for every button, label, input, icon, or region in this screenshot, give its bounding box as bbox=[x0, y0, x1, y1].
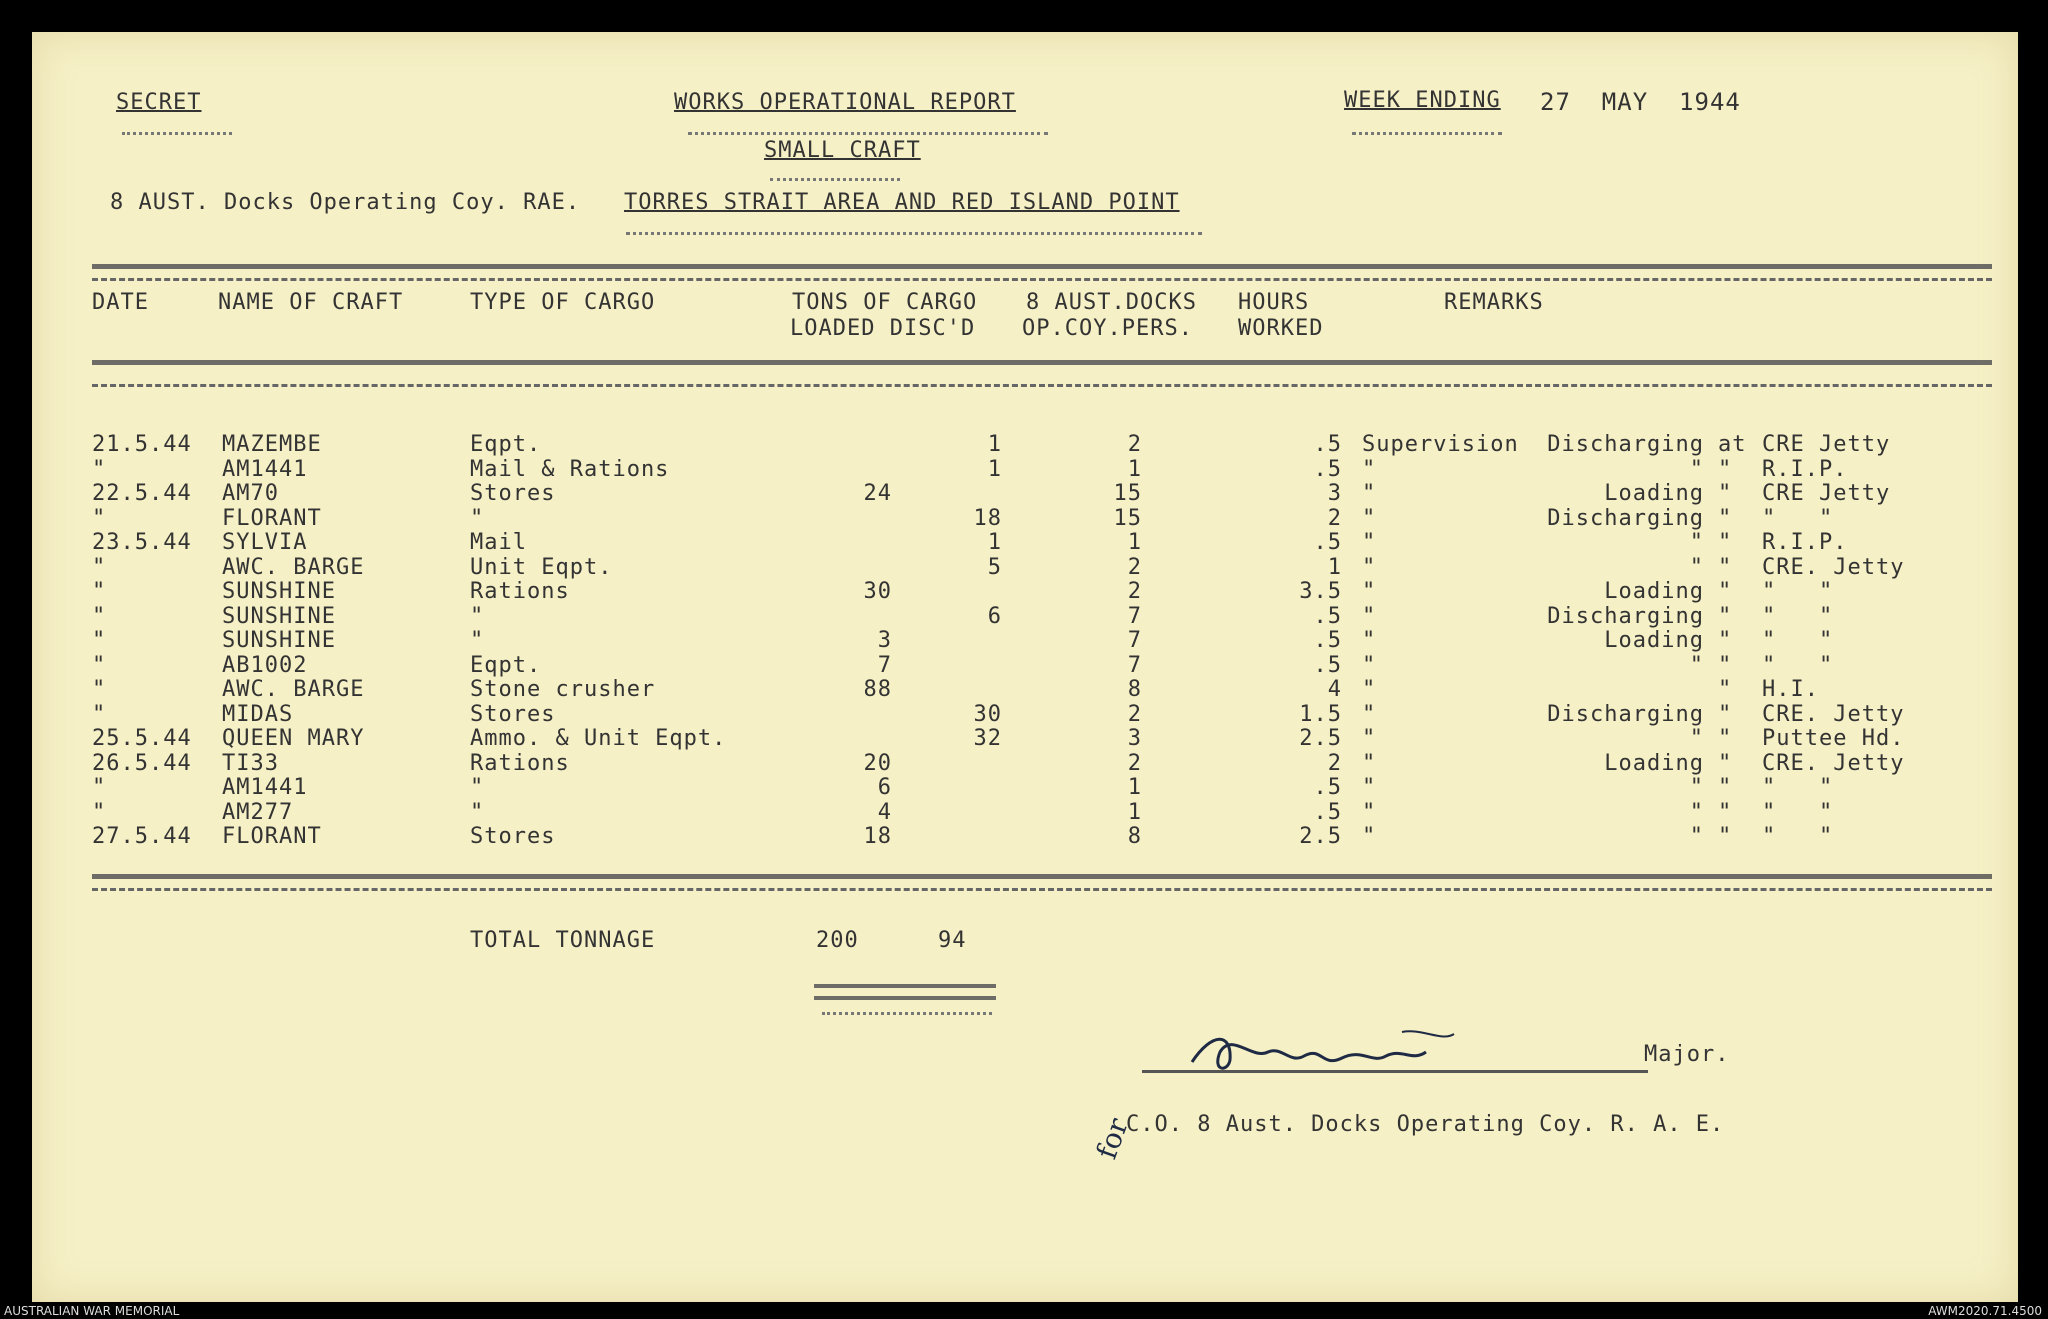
signature-line bbox=[1142, 1070, 1648, 1073]
col-header-hours-2: WORKED bbox=[1238, 316, 1324, 341]
cell-r2: Loading bbox=[1604, 750, 1704, 776]
footer-right: AWM2020.71.4500 bbox=[1928, 1304, 2042, 1318]
cell-pers: 2 bbox=[1127, 432, 1142, 457]
cell-date: 22.5.44 bbox=[92, 481, 192, 506]
cell-pers: 7 bbox=[1127, 652, 1142, 678]
cell-cargo: " bbox=[470, 628, 485, 653]
cell-r3: " bbox=[1718, 603, 1733, 629]
cell-cargo: Unit Eqpt. bbox=[470, 554, 613, 580]
cell-craft: FLORANT bbox=[222, 505, 322, 531]
cell-r1: " bbox=[1362, 726, 1377, 751]
cell-r2: " bbox=[1689, 530, 1704, 555]
report-subtitle: SMALL CRAFT bbox=[764, 138, 921, 163]
col-header-pers-1: 8 AUST.DOCKS bbox=[1026, 290, 1197, 315]
cell-pers: 15 bbox=[1113, 481, 1142, 506]
header-bottom-rule-dashed bbox=[92, 384, 1992, 387]
total-double-rule-2 bbox=[814, 996, 996, 1000]
cell-date: " bbox=[92, 456, 107, 482]
cell-r4: CRE. Jetty bbox=[1762, 554, 1905, 580]
cell-disc: 1 bbox=[987, 530, 1002, 555]
cell-r2: Discharging bbox=[1547, 603, 1704, 629]
cell-r1: " bbox=[1362, 554, 1377, 580]
cell-loaded: 24 bbox=[863, 481, 892, 506]
cell-hours: 2 bbox=[1327, 750, 1342, 776]
cell-date: " bbox=[92, 603, 107, 629]
cell-craft: SUNSHINE bbox=[222, 628, 336, 653]
cell-disc: 5 bbox=[987, 554, 1002, 580]
cell-r2: Discharging bbox=[1547, 701, 1704, 727]
cell-craft: FLORANT bbox=[222, 824, 322, 849]
cell-hours: 1.5 bbox=[1299, 701, 1342, 727]
col-header-hours-1: HOURS bbox=[1238, 290, 1310, 315]
cell-hours: 2.5 bbox=[1299, 824, 1342, 849]
cell-r3: " bbox=[1718, 530, 1733, 555]
cell-loaded: 4 bbox=[877, 799, 892, 825]
cell-hours: 3.5 bbox=[1299, 579, 1342, 604]
cell-pers: 8 bbox=[1127, 824, 1142, 849]
cell-r4: " " bbox=[1762, 579, 1834, 604]
cell-hours: .5 bbox=[1313, 432, 1342, 457]
cell-r2: Discharging bbox=[1547, 505, 1704, 531]
col-header-cargo: TYPE OF CARGO bbox=[470, 290, 656, 315]
cell-r3: " bbox=[1718, 677, 1733, 702]
cell-date: " bbox=[92, 701, 107, 727]
cell-hours: 1 bbox=[1327, 554, 1342, 580]
cell-r2: " bbox=[1689, 554, 1704, 580]
cell-r4: " " bbox=[1762, 775, 1834, 800]
cell-r2: Loading bbox=[1604, 628, 1704, 653]
cell-hours: .5 bbox=[1313, 603, 1342, 629]
cell-r1: " bbox=[1362, 775, 1377, 800]
cell-cargo: Mail & Rations bbox=[470, 456, 670, 482]
cell-r3: " bbox=[1718, 775, 1733, 800]
signature-image bbox=[1172, 1012, 1532, 1092]
cell-pers: 7 bbox=[1127, 603, 1142, 629]
cell-date: 26.5.44 bbox=[92, 750, 192, 776]
cell-r3: " bbox=[1718, 652, 1733, 678]
cell-loaded: 88 bbox=[863, 677, 892, 702]
cell-hours: 4 bbox=[1327, 677, 1342, 702]
cell-r1: " bbox=[1362, 799, 1377, 825]
cell-date: " bbox=[92, 652, 107, 678]
cell-r3: " bbox=[1718, 824, 1733, 849]
table-top-rule-dashed bbox=[92, 278, 1992, 281]
cell-r1: Supervision bbox=[1362, 432, 1519, 457]
cell-date: 23.5.44 bbox=[92, 530, 192, 555]
cell-r1: " bbox=[1362, 579, 1377, 604]
cell-date: " bbox=[92, 677, 107, 702]
cell-disc: 30 bbox=[973, 701, 1002, 727]
cell-cargo: " bbox=[470, 603, 485, 629]
cell-r2: " bbox=[1689, 775, 1704, 800]
cell-r3: " bbox=[1718, 481, 1733, 506]
cell-r4: " " bbox=[1762, 603, 1834, 629]
cell-r3: " bbox=[1718, 726, 1733, 751]
cell-disc: 32 bbox=[973, 726, 1002, 751]
cell-r1: " bbox=[1362, 628, 1377, 653]
dotted-underline bbox=[770, 178, 900, 181]
cell-r4: " " bbox=[1762, 652, 1834, 678]
unit-name: 8 AUST. Docks Operating Coy. RAE. bbox=[110, 190, 581, 215]
col-header-craft: NAME OF CRAFT bbox=[218, 290, 404, 315]
cell-craft: AWC. BARGE bbox=[222, 677, 365, 702]
cell-date: " bbox=[92, 554, 107, 580]
cell-pers: 1 bbox=[1127, 775, 1142, 800]
cell-r2: Loading bbox=[1604, 481, 1704, 506]
cell-r3: " bbox=[1718, 628, 1733, 653]
document-page bbox=[32, 32, 2018, 1302]
cell-r2: Discharging bbox=[1547, 432, 1704, 457]
cell-r3: " bbox=[1718, 701, 1733, 727]
cell-r4: " " bbox=[1762, 799, 1834, 825]
cell-date: " bbox=[92, 799, 107, 825]
cell-cargo: Rations bbox=[470, 750, 570, 776]
cell-date: 27.5.44 bbox=[92, 824, 192, 849]
cell-cargo: " bbox=[470, 799, 485, 825]
footer-left: AUSTRALIAN WAR MEMORIAL bbox=[4, 1304, 180, 1318]
week-ending-value: 27 MAY 1944 bbox=[1540, 88, 1741, 116]
table-top-rule bbox=[92, 264, 1992, 269]
cell-loaded: 18 bbox=[863, 824, 892, 849]
cell-r3: at bbox=[1718, 432, 1747, 457]
cell-cargo: Eqpt. bbox=[470, 652, 542, 678]
cell-pers: 1 bbox=[1127, 456, 1142, 482]
cell-loaded: 7 bbox=[877, 652, 892, 678]
cell-r4: CRE. Jetty bbox=[1762, 750, 1905, 776]
cell-disc: 1 bbox=[987, 456, 1002, 482]
cell-r1: " bbox=[1362, 701, 1377, 727]
cell-r1: " bbox=[1362, 824, 1377, 849]
cell-r1: " bbox=[1362, 652, 1377, 678]
dotted-underline bbox=[626, 232, 1202, 235]
cell-r1: " bbox=[1362, 677, 1377, 702]
cell-disc: 1 bbox=[987, 432, 1002, 457]
cell-date: 25.5.44 bbox=[92, 726, 192, 751]
cell-r1: " bbox=[1362, 750, 1377, 776]
cell-date: " bbox=[92, 579, 107, 604]
report-title: WORKS OPERATIONAL REPORT bbox=[674, 90, 1016, 115]
cell-date: " bbox=[92, 505, 107, 531]
cell-loaded: 3 bbox=[877, 628, 892, 653]
cell-pers: 8 bbox=[1127, 677, 1142, 702]
cell-r1: " bbox=[1362, 603, 1377, 629]
cell-loaded: 6 bbox=[877, 775, 892, 800]
col-header-remarks: REMARKS bbox=[1444, 290, 1544, 315]
cell-pers: 2 bbox=[1127, 579, 1142, 604]
cell-r3: " bbox=[1718, 505, 1733, 531]
cell-pers: 15 bbox=[1113, 505, 1142, 531]
cell-hours: 2 bbox=[1327, 505, 1342, 531]
cell-hours: .5 bbox=[1313, 628, 1342, 653]
cell-r2: Loading bbox=[1604, 579, 1704, 604]
col-header-date: DATE bbox=[92, 290, 149, 315]
cell-craft: SUNSHINE bbox=[222, 603, 336, 629]
cell-r4: H.I. bbox=[1762, 677, 1819, 702]
for-mark: for bbox=[1089, 1113, 1135, 1164]
cell-r4: CRE Jetty bbox=[1762, 481, 1891, 506]
cell-craft: AM1441 bbox=[222, 456, 308, 482]
cell-pers: 1 bbox=[1127, 530, 1142, 555]
cell-cargo: " bbox=[470, 505, 485, 531]
cell-hours: .5 bbox=[1313, 775, 1342, 800]
cell-r1: " bbox=[1362, 530, 1377, 555]
cell-craft: MIDAS bbox=[222, 701, 294, 727]
cell-craft: AWC. BARGE bbox=[222, 554, 365, 580]
cell-craft: TI33 bbox=[222, 750, 279, 776]
cell-craft: SYLVIA bbox=[222, 530, 308, 555]
cell-hours: .5 bbox=[1313, 456, 1342, 482]
cell-craft: AM277 bbox=[222, 799, 294, 825]
cell-r3: " bbox=[1718, 456, 1733, 482]
cell-pers: 1 bbox=[1127, 799, 1142, 825]
cell-cargo: Eqpt. bbox=[470, 432, 542, 457]
cell-r4: Puttee Hd. bbox=[1762, 726, 1905, 751]
cell-r4: " " bbox=[1762, 505, 1834, 531]
cell-cargo: Stores bbox=[470, 701, 556, 727]
cell-r3: " bbox=[1718, 750, 1733, 776]
cell-craft: AM70 bbox=[222, 481, 279, 506]
cell-hours: 2.5 bbox=[1299, 726, 1342, 751]
total-tonnage-label: TOTAL TONNAGE bbox=[470, 928, 656, 953]
cell-cargo: Ammo. & Unit Eqpt. bbox=[470, 726, 727, 751]
cell-hours: .5 bbox=[1313, 799, 1342, 825]
header-bottom-rule bbox=[92, 360, 1992, 365]
cell-r4: " " bbox=[1762, 628, 1834, 653]
secret-label: SECRET bbox=[116, 90, 202, 115]
cell-r2: " bbox=[1689, 652, 1704, 678]
cell-cargo: Rations bbox=[470, 579, 570, 604]
cell-loaded: 20 bbox=[863, 750, 892, 776]
cell-r4: CRE Jetty bbox=[1762, 432, 1891, 457]
cell-r1: " bbox=[1362, 481, 1377, 506]
cell-craft: AB1002 bbox=[222, 652, 308, 678]
col-header-tons-2: LOADED DISC'D bbox=[790, 316, 976, 341]
cell-craft: AM1441 bbox=[222, 775, 308, 800]
cell-disc: 18 bbox=[973, 505, 1002, 531]
col-header-tons-1: TONS OF CARGO bbox=[792, 290, 978, 315]
table-bottom-rule bbox=[92, 874, 1992, 879]
cell-date: " bbox=[92, 775, 107, 800]
cell-craft: SUNSHINE bbox=[222, 579, 336, 604]
cell-pers: 2 bbox=[1127, 750, 1142, 776]
cell-r4: R.I.P. bbox=[1762, 456, 1848, 482]
cell-r3: " bbox=[1718, 554, 1733, 580]
area-name: TORRES STRAIT AREA AND RED ISLAND POINT bbox=[624, 190, 1180, 215]
total-double-rule-1 bbox=[814, 984, 996, 988]
signature-line-text: C.O. 8 Aust. Docks Operating Coy. R. A. E. bbox=[1126, 1112, 1725, 1137]
cell-r3: " bbox=[1718, 799, 1733, 825]
week-ending-label: WEEK ENDING bbox=[1344, 88, 1501, 113]
dotted-underline bbox=[122, 132, 232, 135]
cell-hours: .5 bbox=[1313, 530, 1342, 555]
cell-cargo: Stores bbox=[470, 824, 556, 849]
cell-pers: 2 bbox=[1127, 701, 1142, 727]
cell-r2: " bbox=[1689, 726, 1704, 751]
cell-r1: " bbox=[1362, 456, 1377, 482]
cell-disc: 6 bbox=[987, 603, 1002, 629]
cell-r3: " bbox=[1718, 579, 1733, 604]
cell-r4: " " bbox=[1762, 824, 1834, 849]
dotted-underline bbox=[1352, 132, 1502, 135]
cell-date: 21.5.44 bbox=[92, 432, 192, 457]
cell-date: " bbox=[92, 628, 107, 653]
cell-cargo: Stores bbox=[470, 481, 556, 506]
cell-craft: MAZEMBE bbox=[222, 432, 322, 457]
cell-cargo: Stone crusher bbox=[470, 677, 656, 702]
cell-r1: " bbox=[1362, 505, 1377, 531]
cell-cargo: Mail bbox=[470, 530, 527, 555]
cell-hours: .5 bbox=[1313, 652, 1342, 678]
total-disc: 94 bbox=[938, 928, 967, 953]
cell-pers: 2 bbox=[1127, 554, 1142, 580]
col-header-pers-2: OP.COY.PERS. bbox=[1022, 316, 1193, 341]
cell-pers: 7 bbox=[1127, 628, 1142, 653]
cell-r2: " bbox=[1689, 799, 1704, 825]
cell-loaded: 30 bbox=[863, 579, 892, 604]
cell-cargo: " bbox=[470, 775, 485, 800]
cell-r2: " bbox=[1689, 824, 1704, 849]
cell-r2: " bbox=[1689, 456, 1704, 482]
cell-r4: CRE. Jetty bbox=[1762, 701, 1905, 727]
cell-hours: 3 bbox=[1327, 481, 1342, 506]
total-loaded: 200 bbox=[816, 928, 859, 953]
cell-craft: QUEEN MARY bbox=[222, 726, 365, 751]
dotted-underline bbox=[822, 1012, 992, 1015]
cell-r4: R.I.P. bbox=[1762, 530, 1848, 555]
table-bottom-rule-dashed bbox=[92, 888, 1992, 891]
dotted-underline bbox=[688, 132, 1048, 135]
cell-pers: 3 bbox=[1127, 726, 1142, 751]
signature-rank: Major. bbox=[1644, 1042, 1730, 1067]
